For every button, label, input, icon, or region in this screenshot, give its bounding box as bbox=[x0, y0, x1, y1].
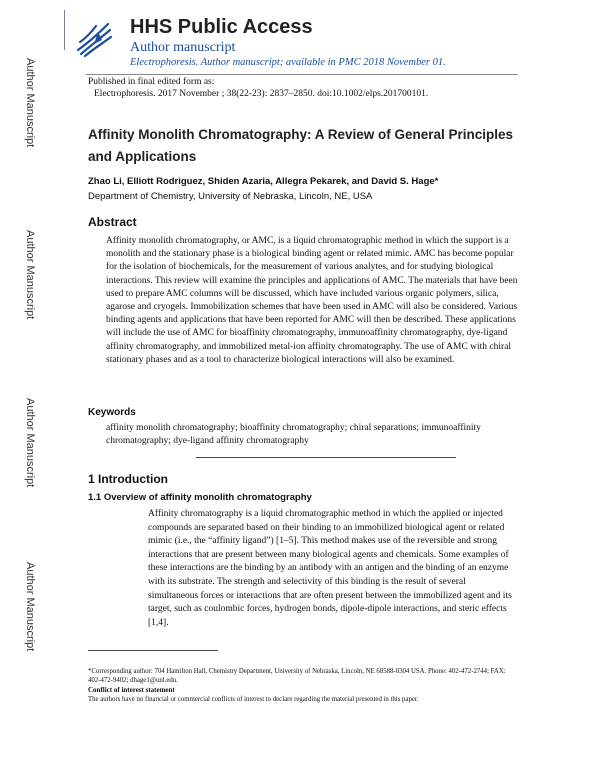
author-list: Zhao Li, Elliott Rodriguez, Shiden Azaria, Allegra Pekarek, and David S. Hage* bbox=[88, 176, 439, 187]
article-title: Affinity Monolith Chromatography: A Review of General Principles and Applications bbox=[88, 127, 514, 164]
keywords-heading: Keywords bbox=[88, 407, 136, 418]
author-manuscript-label: Author manuscript bbox=[130, 40, 236, 55]
footnote-rule bbox=[88, 650, 218, 651]
subsection-heading: 1.1 Overview of affinity monolith chromatography bbox=[88, 492, 312, 503]
published-in-label: Published in final edited form as: bbox=[88, 77, 215, 87]
citation-line: Electrophoresis. 2017 November ; 38(22-23): 2837–2850. doi:10.1002/elps.201700101. bbox=[94, 89, 429, 99]
keywords-rule bbox=[196, 457, 456, 458]
corresponding-footnote: *Corresponding author: 704 Hamilton Hall, Chemistry Department, University of Nebraska, Lincoln, NE 68588-0304 USA. Phone: 402-472-2744; FAX: 402-472-9402; dhage1@unl.edu. bbox=[88, 668, 506, 684]
coi-text: The authors have no financial or commercial conflicts of interest to declare regarding the material presented in this paper. bbox=[88, 696, 419, 703]
hhs-title: HHS Public Access bbox=[130, 16, 313, 38]
side-label-4: Author Manuscript bbox=[24, 562, 36, 652]
side-label-1: Author Manuscript bbox=[24, 58, 36, 148]
affiliation: Department of Chemistry, University of Nebraska, Lincoln, NE, USA bbox=[88, 191, 373, 202]
coi-heading: Conflict of interest statement bbox=[88, 686, 175, 694]
logo-divider bbox=[64, 10, 65, 50]
hhs-eagle-logo-icon bbox=[72, 14, 116, 58]
side-label-3: Author Manuscript bbox=[24, 398, 36, 488]
intro-paragraph: Affinity chromatography is a liquid chromatographic method in which the applied or injected compounds are separated based on their binding to an immobilized biological agent or related mimic (i.e., the “affinity ligand”) [1–5]. This method makes use of the reversible and strong interactions that are present between many biological agents and chemicals. Some examples of these interactions are the binding by an antibody with an antigen and the binding of an enzyme with its substrate. The strength and selectivity of this binding is the result of several simultaneous forces or interactions that are often present between the immobilized agent and its target, such as coulombic forces, hydrogen bonds, dipole-dipole interactions, and steric effects [1,4]. bbox=[148, 509, 512, 628]
journal-availability: Electrophoresis. Author manuscript; available in PMC 2018 November 01. bbox=[130, 57, 446, 68]
side-label-2: Author Manuscript bbox=[24, 230, 36, 320]
header-rule bbox=[86, 74, 518, 75]
abstract-heading: Abstract bbox=[88, 215, 137, 229]
abstract-text: Affinity monolith chromatography, or AMC, is a liquid chromatographic method in which the support is a monolith and the stationary phase is a biological binding agent or related mimic. AMC has become popular for the isolation of biochemicals, for the measurement of various analytes, and for studying biological interactions. This review will examine the principles and applications of AMC. The materials that have been used to prepare AMC columns will be discussed, which have included various organic polymers, silica, agarose and cryogels. Immobilization schemes that have been used in AMC will also be considered. Various binding agents and applications that have been reported for AMC will then be described. These applications will include the use of AMC for bioaffinity chromatography, immunoaffinity chromatography, dye-ligand affinity chromatography, and immobilized metal-ion affinity chromatography. The use of AMC with chiral stationary phases and as a tool to characterize biological interactions will also be examined. bbox=[106, 236, 518, 365]
section-heading: 1 Introduction bbox=[88, 472, 168, 486]
keywords-text: affinity monolith chromatography; bioaffinity chromatography; chiral separations; immunoaffinity chromatography; dye-ligand affinity chromatography bbox=[106, 423, 481, 446]
